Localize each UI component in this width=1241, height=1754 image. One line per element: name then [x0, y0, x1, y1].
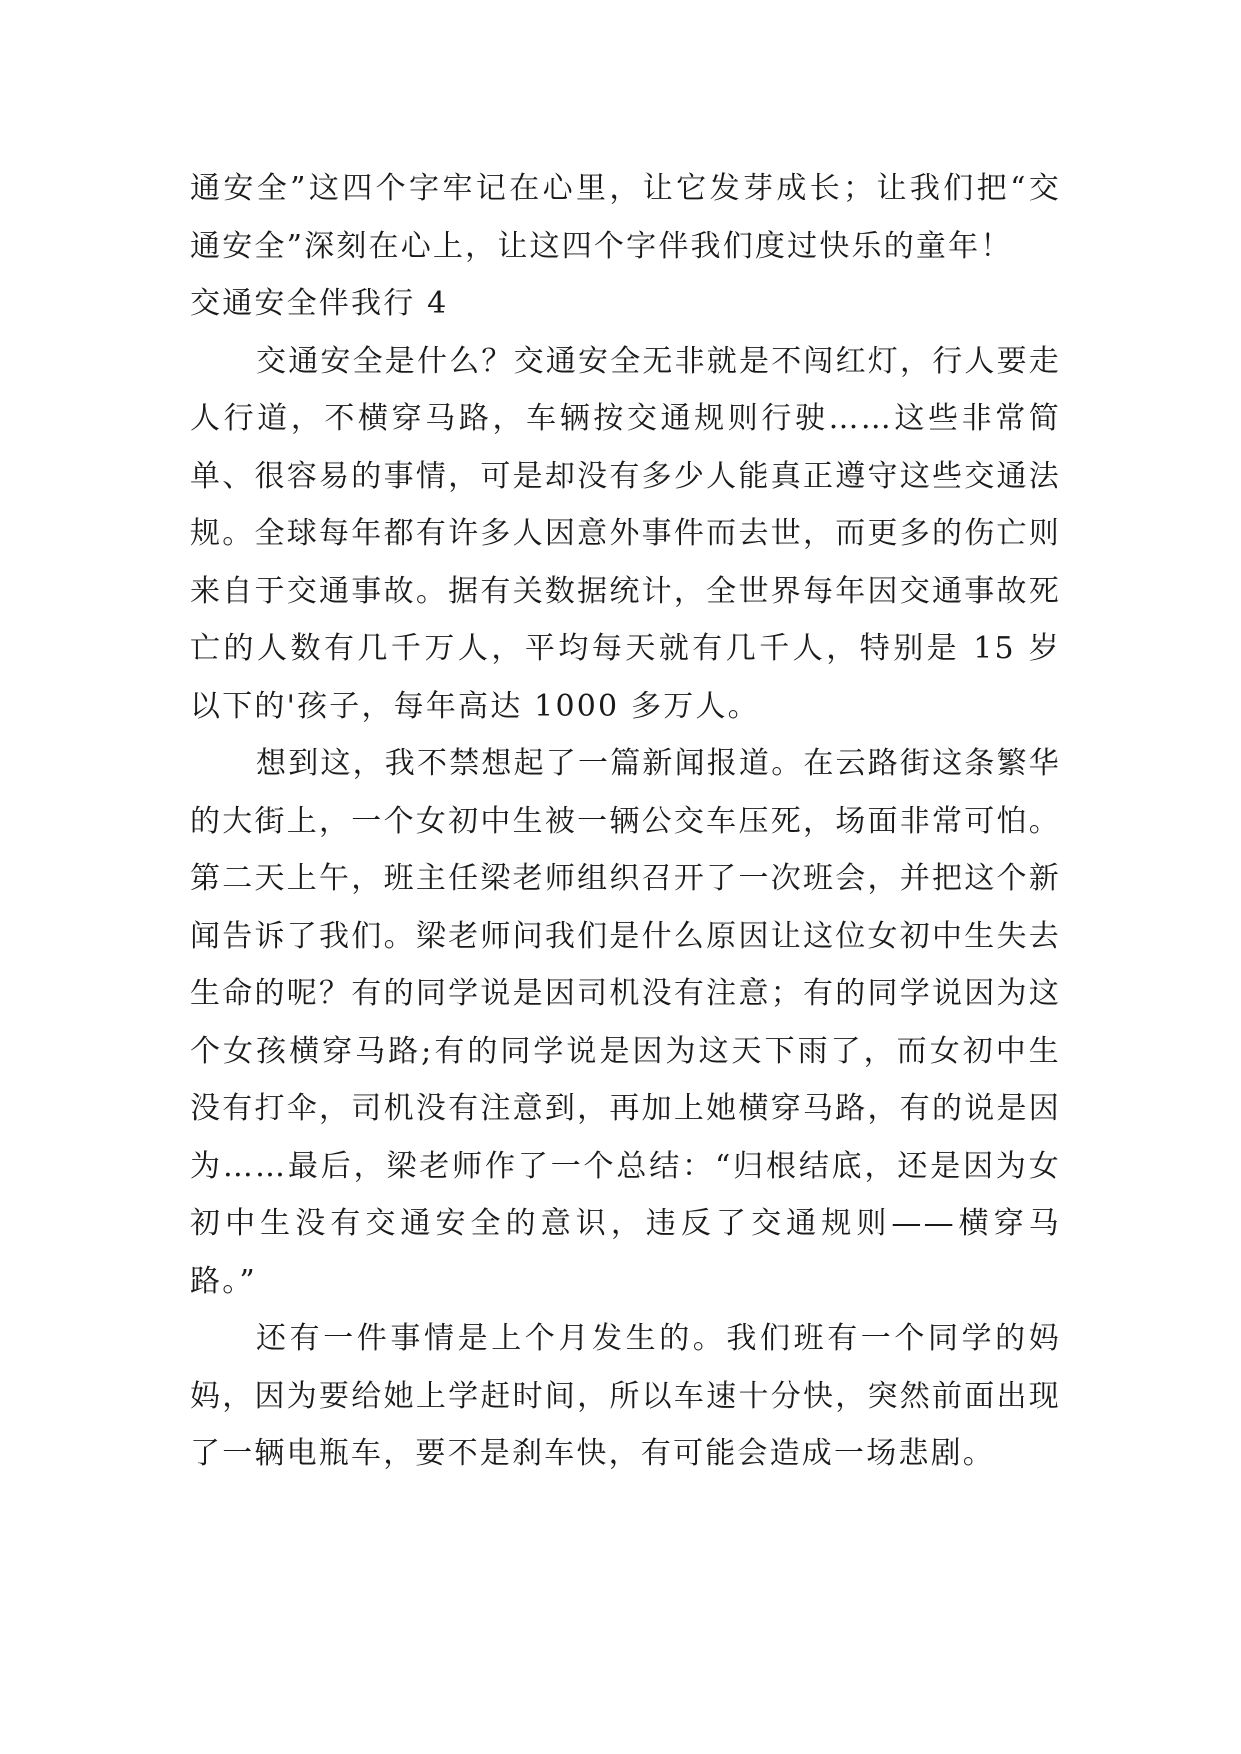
body-paragraph-2: 想到这，我不禁想起了一篇新闻报道。在云路街这条繁华的大街上，一个女初中生被一辆公交车压死，场面非常可怕。第二天上午，班主任梁老师组织召开了一次班会，并把这个新闻告诉了我们。梁老师问我们是什么原因让这位女初中生失去生命的呢？有的同学说是因司机没有注意；有的同学说因为这个女孩横穿马路;有的同学说是因为这天下雨了，而女初中生没有打伞，司机没有注意到，再加上她横穿马路，有的说是因为……最后，梁老师作了一个总结：“归根结底，还是因为女初中生没有交通安全的意识，违反了交通规则——横穿马路。”: [190, 746, 1061, 1299]
body-paragraph-1: 交通安全是什么？交通安全无非就是不闯红灯，行人要走人行道，不横穿马路，车辆按交通规则行驶……这些非常简单、很容易的事情，可是却没有多少人能真正遵守这些交通法规。全球每年都有许多人因意外事件而去世，而更多的伤亡则来自于交通事故。据有关数据统计，全世界每年因交通事故死亡的人数有几千万人，平均每天就有几千人，特别是 15 岁以下的'孩子，每年高达 1000 多万人。: [190, 343, 1061, 724]
section-heading: 交通安全伴我行 4: [190, 286, 449, 321]
continuation-paragraph: 通安全”这四个字牢记在心里，让它发芽成长；让我们把“交通安全”深刻在心上，让这四个字伴我们度过快乐的童年！: [190, 171, 1061, 264]
body-paragraph-3: 还有一件事情是上个月发生的。我们班有一个同学的妈妈，因为要给她上学赶时间，所以车速十分快，突然前面出现了一辆电瓶车，要不是刹车快，有可能会造成一场悲剧。: [190, 1321, 1061, 1471]
